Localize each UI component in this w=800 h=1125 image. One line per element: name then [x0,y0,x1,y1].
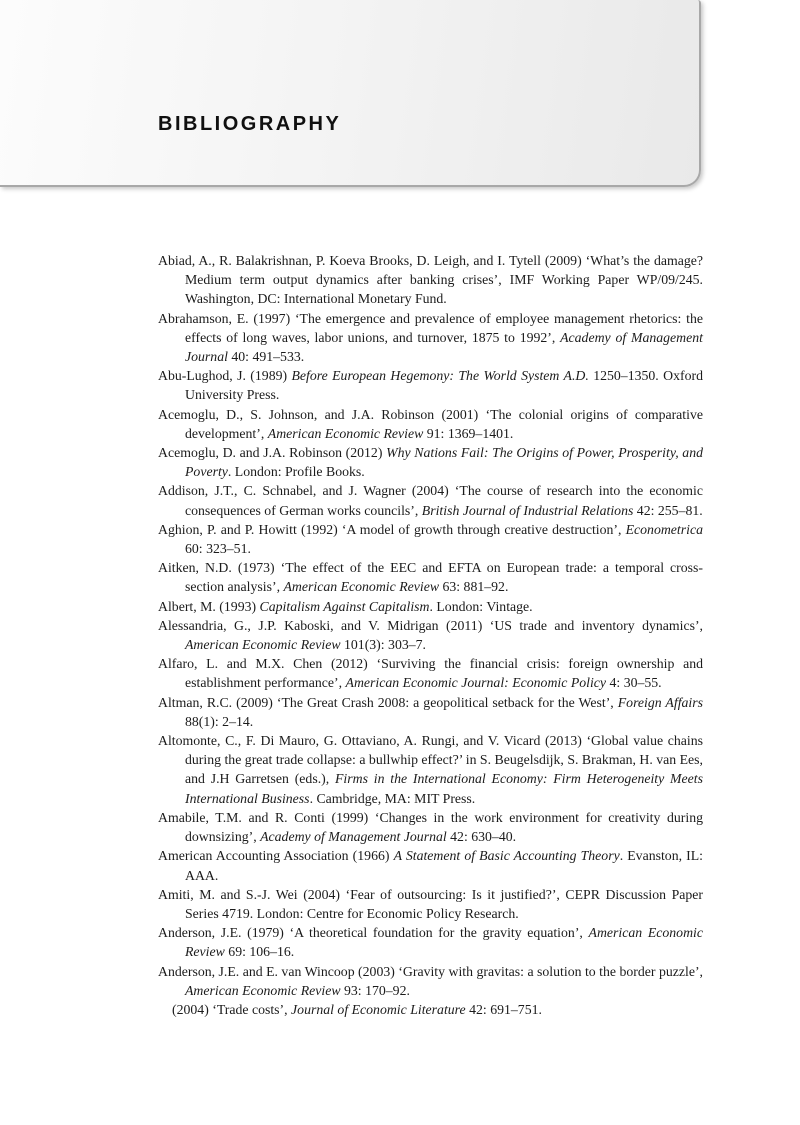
entry-text: 88(1): 2–14. [185,713,254,729]
entry-italic-text: American Economic Review [185,637,341,653]
entry-text: Anderson, J.E. (1979) ‘A theoretical foundation for the gravity equation’, [158,925,589,941]
entry-text: Altman, R.C. (2009) ‘The Great Crash 2008: a geopolitical setback for the West’, [158,694,618,710]
bibliography-entry [158,520,703,558]
chapter-header-panel [0,0,701,187]
entry-text: Abrahamson, E. (1997) ‘The emergence and prevalence of employee management rhetorics: the effects of long waves, labor unions, and turnover, 1875 to 1992’, [158,310,703,345]
bibliography-entry [158,405,703,443]
bibliography-entry [158,846,703,884]
entry-text: Aitken, N.D. (1973) ‘The effect of the EEC and EFTA on European trade: a temporal cross-section analysis’, [158,560,703,595]
entry-text: Aghion, P. and P. Howitt (1992) ‘A model of growth through creative destruction’, [158,521,626,537]
entry-italic-text: British Journal of Industrial Relations [421,502,634,518]
entry-text: 60: 323–51. [185,541,251,557]
entry-text: . London: Profile Books. [227,464,365,480]
entry-text: Acemoglu, D., S. Johnson, and J.A. Robinson (2001) ‘The colonial origins of comparative development’, [158,406,703,441]
entry-text: 101(3): 303–7. [340,637,427,653]
entry-text: 93: 170–92. [340,982,410,998]
entry-text: Abu-Lughod, J. (1989) [158,368,292,384]
entry-italic-text: American Economic Review [267,425,424,441]
entry-italic-text: Econometrica [625,521,703,537]
entry-italic-text: Foreign Affairs [617,694,703,710]
bibliography-entry [158,808,703,846]
entry-text: 69: 106–16. [224,944,295,960]
entry-italic-text: A Statement of Basic Accounting Theory [393,848,620,864]
bibliography-entry [158,616,703,654]
entry-italic-text: American Economic Review [185,925,703,960]
entry-text: (2004) ‘Trade costs’, [172,1001,292,1017]
entry-text: 42: 255–81. [633,502,703,518]
entry-text: 42: 630–40. [446,829,517,845]
entry-text: . Cambridge, MA: MIT Press. [309,790,476,806]
bibliography-entry [158,251,703,309]
entry-text: 42: 691–751. [465,1001,542,1017]
entry-italic-text: Why Nations Fail: The Origins of Power, Prosperity, and Poverty [185,445,703,480]
entry-text: 63: 881–92. [439,579,509,595]
entry-text: American Accounting Association (1966) [158,848,394,864]
entry-text: Altomonte, C., F. Di Mauro, G. Ottaviano, A. Rungi, and V. Vicard (2013) ‘Global value chains during the great trade collapse: a bullwhip effect?’ in S. Beugelsdijk, S. Brakman, H. van Ees, and J.H Garretsen (eds.), [158,733,703,787]
entry-text: Addison, J.T., C. Schnabel, and J. Wagner (2004) ‘The course of research into the economic consequences of German works councils’, [158,483,703,518]
entry-text: 91: 1369–1401. [423,425,514,441]
entry-text: . London: Vintage. [429,598,533,614]
entry-text: Anderson, J.E. and E. van Wincoop (2003) ‘Gravity with gravitas: a solution to the border puzzle’, [158,963,703,979]
entry-text: Albert, M. (1993) [158,598,260,614]
bibliography-entry [158,366,703,404]
entry-italic-text: Before European Hegemony: The World System A.D. [291,368,589,384]
bibliography-entry [158,731,703,808]
entry-text: Amabile, T.M. and R. Conti (1999) ‘Changes in the work environment for creativity during downsizing’, [158,809,703,845]
bibliography-entry [158,962,703,1000]
bibliography-entry [158,885,703,923]
entry-italic-text: Academy of Management Journal [185,329,703,365]
entry-text: Amiti, M. and S.-J. Wei (2004) ‘Fear of outsourcing: Is it justified?’, CEPR Discussion Paper Series 4719. London: Centre for Economic Policy Research. [158,886,703,921]
entry-text: Abiad, A., R. Balakrishnan, P. Koeva Brooks, D. Leigh, and I. Tytell (2009) ‘What’s the damage? Medium term output dynamics after banking crises’, IMF Working Paper WP/09/245. Washington, DC: International Monetary Fund. [158,253,703,307]
bibliography-entry [158,443,703,481]
entry-italic-text: American Economic Journal: Economic Policy [345,675,607,691]
bibliography-entry [158,923,703,961]
entry-text: Acemoglu, D. and J.A. Robinson (2012) [158,445,387,461]
bibliography-entry [158,1000,703,1019]
bibliography-entry [158,597,703,616]
entry-text: 4: 30–55. [606,675,662,691]
entry-italic-text: Academy of Management Journal [260,829,447,845]
page-title: BIBLIOGRAPHY [158,113,342,135]
bibliography-list [158,251,703,1019]
bibliography-entry [158,481,703,519]
entry-text: . Evanston, IL: AAA. [185,848,704,883]
bibliography-entry [158,693,703,731]
entry-text: 1250–1350. Oxford University Press. [185,368,703,403]
entry-italic-text: Capitalism Against Capitalism [259,598,430,614]
entry-italic-text: Firms in the International Economy: Firm Heterogeneity Meets International Business [185,771,703,806]
bibliography-entry [158,309,703,367]
bibliography-entry [158,558,703,596]
entry-text: Alfaro, L. and M.X. Chen (2012) ‘Surviving the financial crisis: foreign ownership and establishment performance’, [158,656,703,691]
entry-text: 40: 491–533. [227,349,305,365]
entry-italic-text: American Economic Review [185,982,341,998]
entry-italic-text: American Economic Review [283,579,440,595]
bibliography-entry [158,654,703,692]
entry-text: Alessandria, G., J.P. Kaboski, and V. Midrigan (2011) ‘US trade and inventory dynamics’, [158,617,703,633]
entry-italic-text: Journal of Economic Literature [291,1001,466,1017]
